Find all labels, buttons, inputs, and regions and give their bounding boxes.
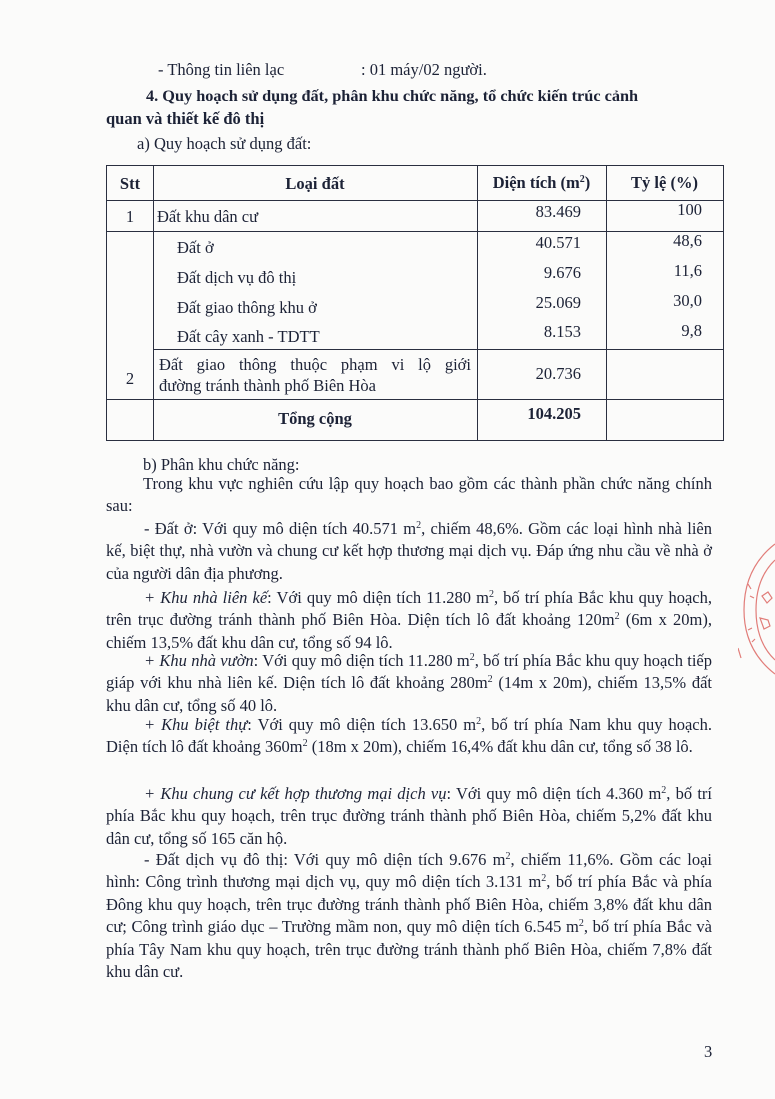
subheading-b: b) Phân khu chức năng:: [143, 455, 300, 474]
subheading-a: a) Quy hoạch sử dụng đất:: [137, 134, 312, 153]
table-row-area: 83.469: [535, 202, 581, 221]
table-row-area: 25.069: [535, 293, 581, 312]
table-row-area: 8.153: [543, 322, 581, 341]
table-row-ratio: 30,0: [673, 291, 702, 310]
table-row-area: 9.676: [543, 263, 581, 282]
table-row-ratio: 9,8: [681, 321, 702, 340]
table-row-name: Đất cây xanh - TDTT: [177, 327, 320, 346]
land-use-table: [106, 165, 724, 441]
col-header-area: Diện tích $(m^2)$: [492, 173, 591, 192]
paragraph-dich-vu: - Đất dịch vụ đô thị: Với quy mô diện tích 9.676 $m^2$, chiếm 11,6%. Gồm các loại hình: Công trình thương mại dịch vụ, quy mô diện tích 3.131 $m^2$, bố trí phía Bắc và phía Đông khu quy hoạch, trên trục đường tránh thành phố Biên Hòa, chiếm 3,8% đất khu dân cư; Công trình giáo dục – Trường mầm non, quy mô diện tích 6.545 $m^2$, bố trí phía Bắc và phía Tây Nam khu quy hoạch, trên trục đường tránh thành phố Biên Hòa, chiếm 7,8% đất khu dân cư.: [106, 850, 712, 982]
paragraph-nha-lien-ke: + Khu nhà liên kế: Với quy mô diện tích 11.280 $m^2$, bố trí phía Bắc khu quy hoạch, trên trục đường tránh thành phố Biên Hòa. Diện tích lô đất khoảng $120m^2$ (6m x 20m), chiếm 13,5% đất khu dân cư, tổng số 94 lô.: [106, 588, 713, 652]
total-label: Tổng cộng: [278, 409, 352, 428]
table-row-name: Đất khu dân cư: [157, 207, 259, 226]
table-row-ratio: 48,6: [673, 231, 702, 250]
col-header-type: Loại đất: [285, 174, 345, 193]
table-row-name: Đất giao thông thuộc phạm vi lộ giới: [159, 355, 471, 374]
table-row-name: Đất ở: [177, 238, 214, 257]
table-row-name: Đất dịch vụ đô thị: [177, 268, 297, 287]
table-row-area: 40.571: [535, 233, 581, 252]
contact-value: : 01 máy/02 người.: [361, 60, 487, 79]
table-row-name-cont: đường tránh thành phố Biên Hòa: [159, 376, 377, 395]
col-header-stt: Stt: [119, 174, 141, 193]
paragraph-nha-vuon: + Khu nhà vườn: Với quy mô diện tích 11.280 $m^2$, bố trí phía Bắc khu quy hoạch tiếp giáp với khu nhà liên kế. Diện tích lô đất khoảng $280m^2$ (14m x 20m), chiếm 13,5% đất khu dân cư, tổng số 40 lô.: [106, 651, 712, 715]
table-row-area: 20.736: [535, 364, 581, 383]
paragraph-intro: Trong khu vực nghiên cứu lập quy hoạch bao gồm các thành phần chức năng chính sau:: [106, 474, 712, 516]
paragraph-dat-o: - Đất ở: Với quy mô diện tích 40.571 $m^2$, chiếm 48,6%. Gồm các loại hình nhà liên kế, biệt thự, nhà vườn và chung cư kết hợp thương mại dịch vụ. Đáp ứng nhu cầu về nhà ở của người dân địa phương.: [106, 519, 712, 583]
total-area: 104.205: [527, 404, 581, 423]
paragraph-biet-thu: + Khu biệt thự: Với quy mô diện tích 13.650 $m^2$, bố trí phía Nam khu quy hoạch. Diện tích lô đất khoảng $360m^2$ (18m x 20m), chiếm 16,4% đất khu dân cư, tổng số 38 lô.: [106, 715, 712, 757]
table-row-name: Đất giao thông khu ở: [177, 298, 317, 317]
table-row-stt: 1: [125, 207, 135, 226]
contact-label: - Thông tin liên lạc: [158, 60, 285, 79]
stamp-icon: [738, 538, 775, 678]
table-row-ratio: 100: [677, 200, 702, 219]
page-number: 3: [704, 1042, 713, 1061]
paragraph-chung-cu: + Khu chung cư kết hợp thương mại dịch vụ: Với quy mô diện tích 4.360 $m^2$, bố trí phía Bắc khu quy hoạch, trên trục đường tránh thành phố Biên Hòa, chiếm 5,2% đất khu dân cư, tổng số 165 căn hộ.: [106, 784, 712, 848]
section-heading: 4. Quy hoạch sử dụng đất, phân khu chức năng, tổ chức kiến trúc cảnh: [146, 86, 639, 105]
section-heading-cont: quan và thiết kế đô thị: [106, 109, 265, 128]
table-row-stt: 2: [125, 369, 135, 388]
col-header-ratio: Tỷ lệ (%): [631, 173, 698, 192]
table-row-ratio: 11,6: [673, 261, 702, 280]
